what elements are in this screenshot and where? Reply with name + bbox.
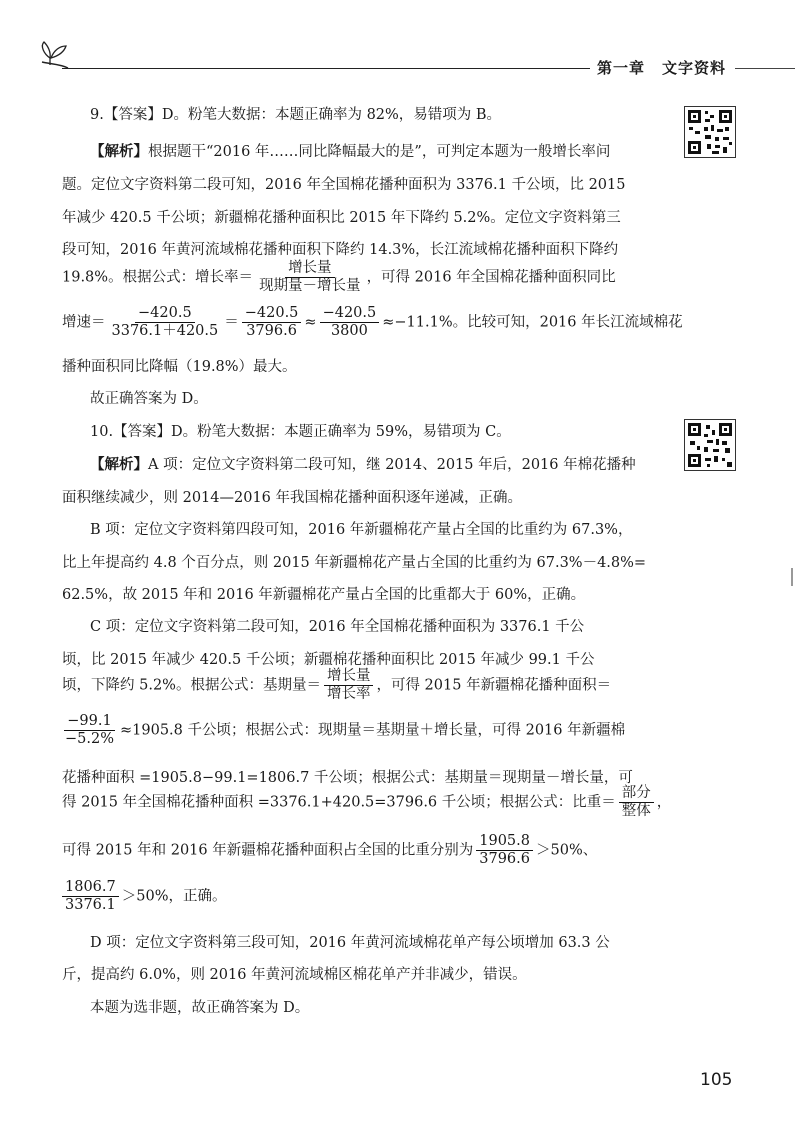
fraction-numerator: −99.1 — [64, 713, 114, 731]
sprout-leaf-icon — [36, 34, 72, 70]
page-number: 105 — [700, 1070, 733, 1090]
analysis-label: 【解析】 — [90, 143, 148, 160]
formula-text: ，可得 2015 年新疆棉花播种面积＝ — [376, 677, 612, 694]
q10-option-c-calc-line — [62, 713, 625, 748]
formula-text: 可得 2015 年和 2016 年新疆棉花播种面积占全国的比重分别为 — [62, 842, 474, 859]
formula-text: ≈−11.1%。比较可知，2016 年长江流域棉花 — [382, 314, 683, 331]
base-period-fraction — [324, 668, 374, 703]
formula-text: 增速＝ — [62, 314, 106, 331]
fraction-numerator: 增长量 — [324, 668, 374, 686]
formula-text: ＞50%、 — [536, 842, 598, 859]
q9-answer-line: 9.【答案】D。粉笔大数据：本题正确率为 82%，易错项为 B。 — [90, 107, 502, 123]
qr-code-icon[interactable] — [684, 106, 736, 158]
q10-option-a-line-2: 面积继续减少，则 2014—2016 年我国棉花播种面积逐年递减，正确。 — [62, 490, 523, 506]
growth-rate-fraction — [256, 260, 364, 295]
analysis-label: 【解析】 — [90, 456, 148, 473]
fraction-denominator: 3796.6 — [479, 851, 530, 867]
q10-option-a-line-1 — [90, 455, 636, 475]
q10-option-d-line-2: 斤，提高约 6.0%，则 2016 年黄河流域棉区棉花单产并非减少，错误。 — [62, 967, 527, 983]
approx-sign: ≈ — [304, 314, 317, 331]
equals-sign: ＝ — [224, 314, 239, 331]
fraction-denominator: 3800 — [330, 323, 368, 339]
q10-conclusion: 本题为选非题，故正确答案为 D。 — [90, 1000, 310, 1016]
fraction — [242, 305, 302, 340]
q10-option-b-line-3: 62.5%，故 2015 年和 2016 年新疆棉花产量占全国的比重都大于 60%，正确。 — [62, 587, 586, 603]
fraction-numerator: −420.5 — [242, 305, 302, 323]
q9-text: 根据题干“2016 年……同比降幅最大的是”，可判定本题为一般增长率问 — [148, 144, 611, 160]
q10-option-c-formula-line — [62, 668, 611, 703]
fraction-numerator: 增长量 — [285, 260, 335, 278]
fraction-denominator: 3376.1＋420.5 — [111, 323, 219, 339]
q9-analysis-line-2: 题。定位文字资料第二段可知，2016 年全国棉花播种面积为 3376.1 千公顷，比 2015 — [62, 177, 626, 193]
q10-text: A 项：定位文字资料第二段可知，继 2014、2015 年后，2016 年棉花播种 — [148, 457, 636, 473]
formula-text: ＞50%，正确。 — [121, 888, 227, 905]
fraction — [320, 305, 380, 340]
q10-option-b-line-2: 比上年提高约 4.8 个百分点，则 2015 年新疆棉花产量占全国的比重约为 67.3%－4.8%= — [62, 555, 647, 571]
fraction-denominator: 整体 — [621, 803, 651, 819]
chapter-label: 第一章 — [597, 59, 646, 77]
q10-option-c-line-5: 花播种面积 =1905.8−99.1=1806.7 千公顷；根据公式：基期量＝现期量－增长量，可 — [62, 770, 633, 786]
header-rule-right — [735, 68, 795, 69]
q10-option-c-ratio-line — [62, 785, 671, 820]
fraction-denominator: 增长率 — [326, 686, 371, 702]
q10-option-c-line-2: 顷，比 2015 年减少 420.5 千公顷；新疆棉花播种面积比 2015 年减少 99.1 千公 — [62, 652, 595, 668]
formula-text: 顷，下降约 5.2%。根据公式：基期量＝ — [62, 677, 321, 694]
q9-analysis-line-1 — [90, 142, 610, 162]
q9-analysis-line-3: 年减少 420.5 千公顷；新疆棉花播种面积比 2015 年下降约 5.2%。定位文字资料第三 — [62, 210, 621, 226]
fraction-numerator: 部分 — [619, 785, 654, 803]
fraction — [62, 879, 119, 914]
page-header — [0, 0, 800, 80]
fraction-denominator: 3376.1 — [65, 897, 116, 913]
formula-text: ，可得 2016 年全国棉花播种面积同比 — [366, 269, 616, 286]
fraction — [109, 305, 222, 340]
fraction-numerator: −420.5 — [135, 305, 195, 323]
q10-answer-line: 10.【答案】D。粉笔大数据：本题正确率为 59%，易错项为 C。 — [90, 424, 511, 440]
q10-option-c-line-1: C 项：定位文字资料第二段可知，2016 年全国棉花播种面积为 3376.1 千公 — [90, 619, 585, 635]
fraction-numerator: 1905.8 — [476, 833, 533, 851]
header-rule-left — [62, 68, 590, 69]
qr-code-icon[interactable] — [684, 419, 736, 471]
formula-text: ， — [656, 794, 672, 811]
fraction — [62, 713, 117, 748]
q9-analysis-line-7: 播种面积同比降幅（19.8%）最大。 — [62, 359, 297, 375]
fraction-denominator: 现期量－增长量 — [259, 278, 361, 294]
formula-text: ≈1905.8 千公顷；根据公式：现期量＝基期量＋增长量，可得 2016 年新疆棉 — [120, 722, 626, 739]
fraction-numerator: 1806.7 — [62, 879, 119, 897]
q9-analysis-line-4: 段可知，2016 年黄河流域棉花播种面积下降约 14.3%，长江流域棉花播种面积下降约 — [62, 242, 619, 258]
formula-text: 得 2015 年全国棉花播种面积 =3376.1+420.5=3796.6 千公顷；根据公式：比重＝ — [62, 794, 616, 811]
page-edge-mark — [791, 568, 793, 586]
fraction-numerator: −420.5 — [320, 305, 380, 323]
q10-option-d-line-1: D 项：定位文字资料第三段可知，2016 年黄河流域棉花单产每公顷增加 63.3 公 — [90, 935, 610, 951]
fraction — [476, 833, 533, 868]
q10-option-c-share-line — [62, 833, 597, 868]
q9-calc-line — [62, 305, 683, 340]
proportion-fraction — [619, 785, 654, 820]
formula-text: 19.8%。根据公式：增长率＝ — [62, 269, 254, 286]
section-label: 文字资料 — [662, 59, 727, 77]
q9-formula-line — [62, 260, 616, 295]
q10-option-b-line-1: B 项：定位文字资料第四段可知，2016 年新疆棉花产量占全国的比重约为 67.3%， — [90, 522, 633, 538]
fraction-denominator: −5.2% — [65, 731, 114, 747]
fraction-denominator: 3796.6 — [246, 323, 297, 339]
q9-conclusion: 故正确答案为 D。 — [90, 391, 208, 407]
q10-option-c-share-line-2 — [62, 879, 226, 914]
